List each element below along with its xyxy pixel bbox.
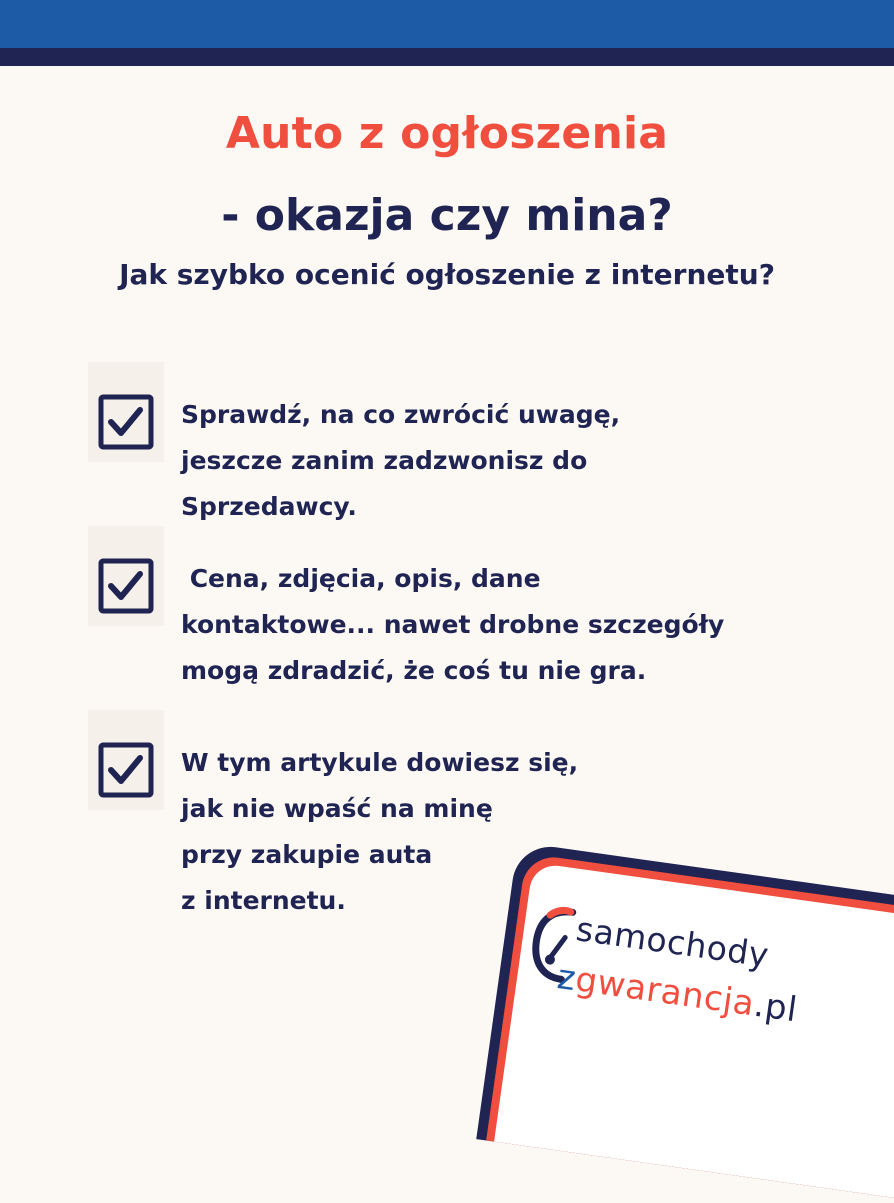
top-divider <box>0 48 894 66</box>
top-band <box>0 0 894 48</box>
text-line: przy zakupie auta <box>181 840 433 869</box>
checklist-item-text <box>181 556 821 694</box>
logo-text-gwarancja: gwarancja <box>573 959 757 1025</box>
subtitle: Jak szybko ocenić ogłoszenie z internetu? <box>119 258 775 291</box>
title-line-1: Auto z ogłoszenia <box>225 108 669 159</box>
checkbox-checked-icon <box>88 710 164 810</box>
text-line: kontaktowe... nawet drobne szczegóły <box>181 610 725 639</box>
text-line: jak nie wpaść na minę <box>181 794 493 823</box>
logo-text-tld: .pl <box>751 984 800 1031</box>
checkbox-checked-icon <box>88 526 164 626</box>
text-line: mogą zdradzić, że coś tu nie gra. <box>181 656 647 685</box>
checkbox-checked-icon <box>88 362 164 462</box>
logo-text-z: z <box>554 957 579 1000</box>
logo-text-samochody: samochody <box>573 909 772 975</box>
text-line: W tym artykule dowiesz się, <box>181 748 579 777</box>
text-line: Sprzedawcy. <box>181 492 357 521</box>
text-line: Cena, zdjęcia, opis, dane <box>181 564 541 593</box>
title-line-2: - okazja czy mina? <box>221 190 673 241</box>
text-line: z internetu. <box>181 886 346 915</box>
text-line: Sprawdź, na co zwrócić uwagę, <box>181 400 621 429</box>
brand-logo <box>476 842 894 1203</box>
text-line: jeszcze zanim zadzwonisz do <box>181 446 588 475</box>
checklist-item-text <box>181 392 821 530</box>
